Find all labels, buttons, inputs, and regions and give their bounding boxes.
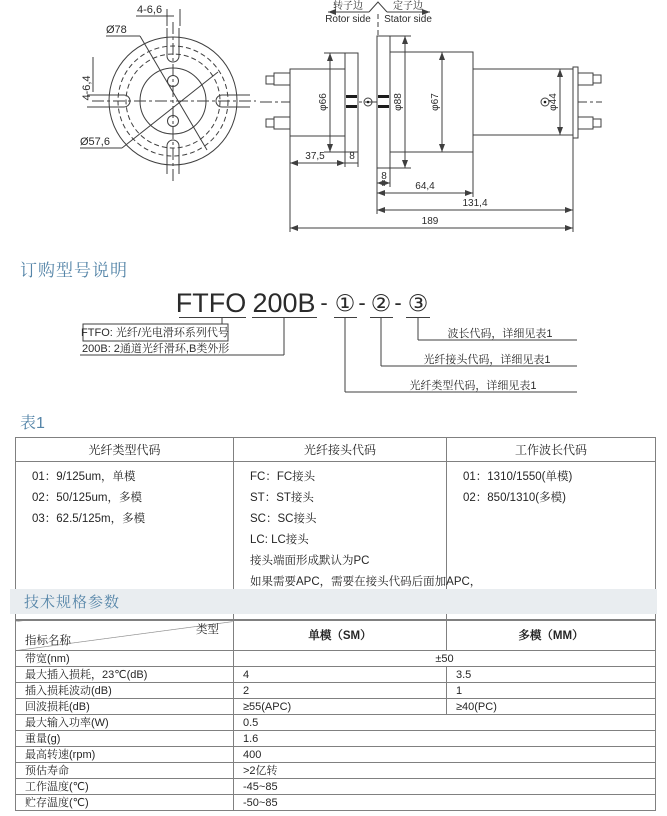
dim-d78-label: Ø78 [106, 24, 127, 36]
technical-drawings [0, 0, 667, 250]
spec-row [16, 747, 656, 763]
rotor-side-en-label: Rotor side [325, 14, 371, 25]
spec-row [16, 683, 656, 699]
spec-row [16, 715, 656, 731]
dim-4-64-label: 4-6,4 [81, 75, 93, 101]
dim-644-label: 64,4 [415, 181, 435, 192]
specs-corner-name-label: 指标名称 [25, 635, 71, 647]
callout-200b: 200B: 2通道光纤滑环,B类外形 [82, 343, 230, 355]
spec-row [16, 699, 656, 715]
spec-name: 最高转速(rpm) [16, 747, 234, 763]
table1-col-connector: 光纤接头代码 [234, 438, 447, 462]
spec-value-mm: ≥40(PC) [447, 699, 656, 715]
spec-name: 贮存温度(℃) [16, 795, 234, 811]
side-view [260, 0, 602, 232]
model-code-1: ① [334, 290, 356, 316]
spec-row [16, 651, 656, 667]
wavelength-option: 01：1310/1550(单模) [463, 471, 573, 483]
table1-header-row [16, 438, 656, 462]
dim-d66-label: φ66 [318, 93, 329, 111]
wavelength-option: 02：850/1310(多模) [463, 492, 566, 504]
stator-side-en-label: Stator side [384, 14, 432, 25]
spec-value-sm: 4 [234, 667, 447, 683]
connector-option: ST：ST接头 [250, 492, 314, 504]
specs-table [15, 620, 656, 811]
dim-4-66-label: 4-6,6 [137, 4, 163, 16]
spec-value-merged: 1.6 [234, 731, 656, 747]
ordering-model-diagram [0, 250, 667, 410]
connector-option: SC：SC接头 [250, 513, 317, 525]
spec-value-merged: -50~85 [234, 795, 656, 811]
spec-value-mm: 3.5 [447, 667, 656, 683]
specs-corner-cell [16, 621, 234, 651]
dim-d88-label: φ88 [393, 93, 404, 111]
spec-name: 带宽(nm) [16, 651, 234, 667]
specs-col-sm: 单模（SM） [234, 621, 447, 651]
connector-option: FC：FC接头 [250, 471, 316, 483]
spec-name: 插入损耗波动(dB) [16, 683, 234, 699]
rotor-side-cn-label: 转子边 [333, 1, 363, 12]
spec-value-mm: 1 [447, 683, 656, 699]
spec-name: 预估寿命 [16, 763, 234, 779]
connector-note: 接头端面形成默认为PC [250, 555, 370, 567]
dim-d576-label: Ø57,6 [80, 136, 110, 148]
specs-header-row [16, 621, 656, 651]
spec-value-sm: ≥55(APC) [234, 699, 447, 715]
spec-value-merged: -45~85 [234, 779, 656, 795]
spec-value-merged: >2亿转 [234, 763, 656, 779]
spec-row [16, 795, 656, 811]
spec-name: 工作温度(℃) [16, 779, 234, 795]
fiber-type-option: 02：50/125um，多模 [32, 492, 142, 504]
spec-row [16, 731, 656, 747]
table1-col-fiber-type: 光纤类型代码 [16, 438, 234, 462]
fiber-type-option: 01：9/125um，单模 [32, 471, 136, 483]
spec-value-sm: 2 [234, 683, 447, 699]
model-dash-2: - [358, 290, 366, 315]
model-series: 200B [252, 288, 316, 318]
dim-375-label: 37,5 [305, 151, 325, 162]
dim-189-label: 189 [421, 216, 439, 227]
model-code-2: ② [370, 290, 392, 316]
spec-name: 重量(g) [16, 731, 234, 747]
connector-note: 如果需要APC，需要在接头代码后面加APC， [250, 576, 482, 588]
callout-connector: 光纤接头代码，详细见表1 [423, 354, 551, 366]
stator-side-cn-label: 定子边 [393, 1, 423, 12]
dim-8b-label: 8 [381, 171, 387, 182]
spec-name: 最大输入功率(W) [16, 715, 234, 731]
specs-col-mm: 多模（MM） [447, 621, 656, 651]
table1-title: 表1 [20, 415, 45, 432]
dim-d67-label: φ67 [430, 93, 441, 111]
spec-row [16, 763, 656, 779]
table1-col-wavelength: 工作波长代码 [447, 438, 656, 462]
fiber-type-option: 03：62.5/125m，多模 [32, 513, 146, 525]
callout-ftfo: FTFO: 光纤/光电滑环系列代号 [81, 327, 229, 339]
ordering-section-title: 订购型号说明 [20, 261, 128, 280]
spec-name: 回波损耗(dB) [16, 699, 234, 715]
dim-1314-label: 131,4 [462, 198, 488, 209]
spec-row [16, 667, 656, 683]
connector-option: LC: LC接头 [250, 534, 309, 546]
specs-section-banner [10, 589, 657, 614]
model-dash-3: - [394, 290, 402, 315]
specs-corner-type-label: 类型 [196, 624, 219, 636]
model-code-3: ③ [407, 290, 429, 316]
spec-value-merged: 0.5 [234, 715, 656, 731]
spec-value-merged: ±50 [234, 651, 656, 667]
callout-wavelength: 波长代码，详细见表1 [447, 328, 553, 340]
dim-d44-label: φ44 [548, 93, 559, 111]
specs-section-title: 技术规格参数 [24, 594, 121, 611]
callout-fiber-type: 光纤类型代码，详细见表1 [409, 380, 537, 392]
spec-name: 最大插入损耗，23℃(dB) [16, 667, 234, 683]
dim-8a-label: 8 [349, 151, 355, 162]
model-prefix: FTFO [175, 288, 247, 318]
spec-value-merged: 400 [234, 747, 656, 763]
model-dash-1: - [320, 290, 328, 315]
flange-front-view [80, 4, 256, 182]
spec-row [16, 779, 656, 795]
